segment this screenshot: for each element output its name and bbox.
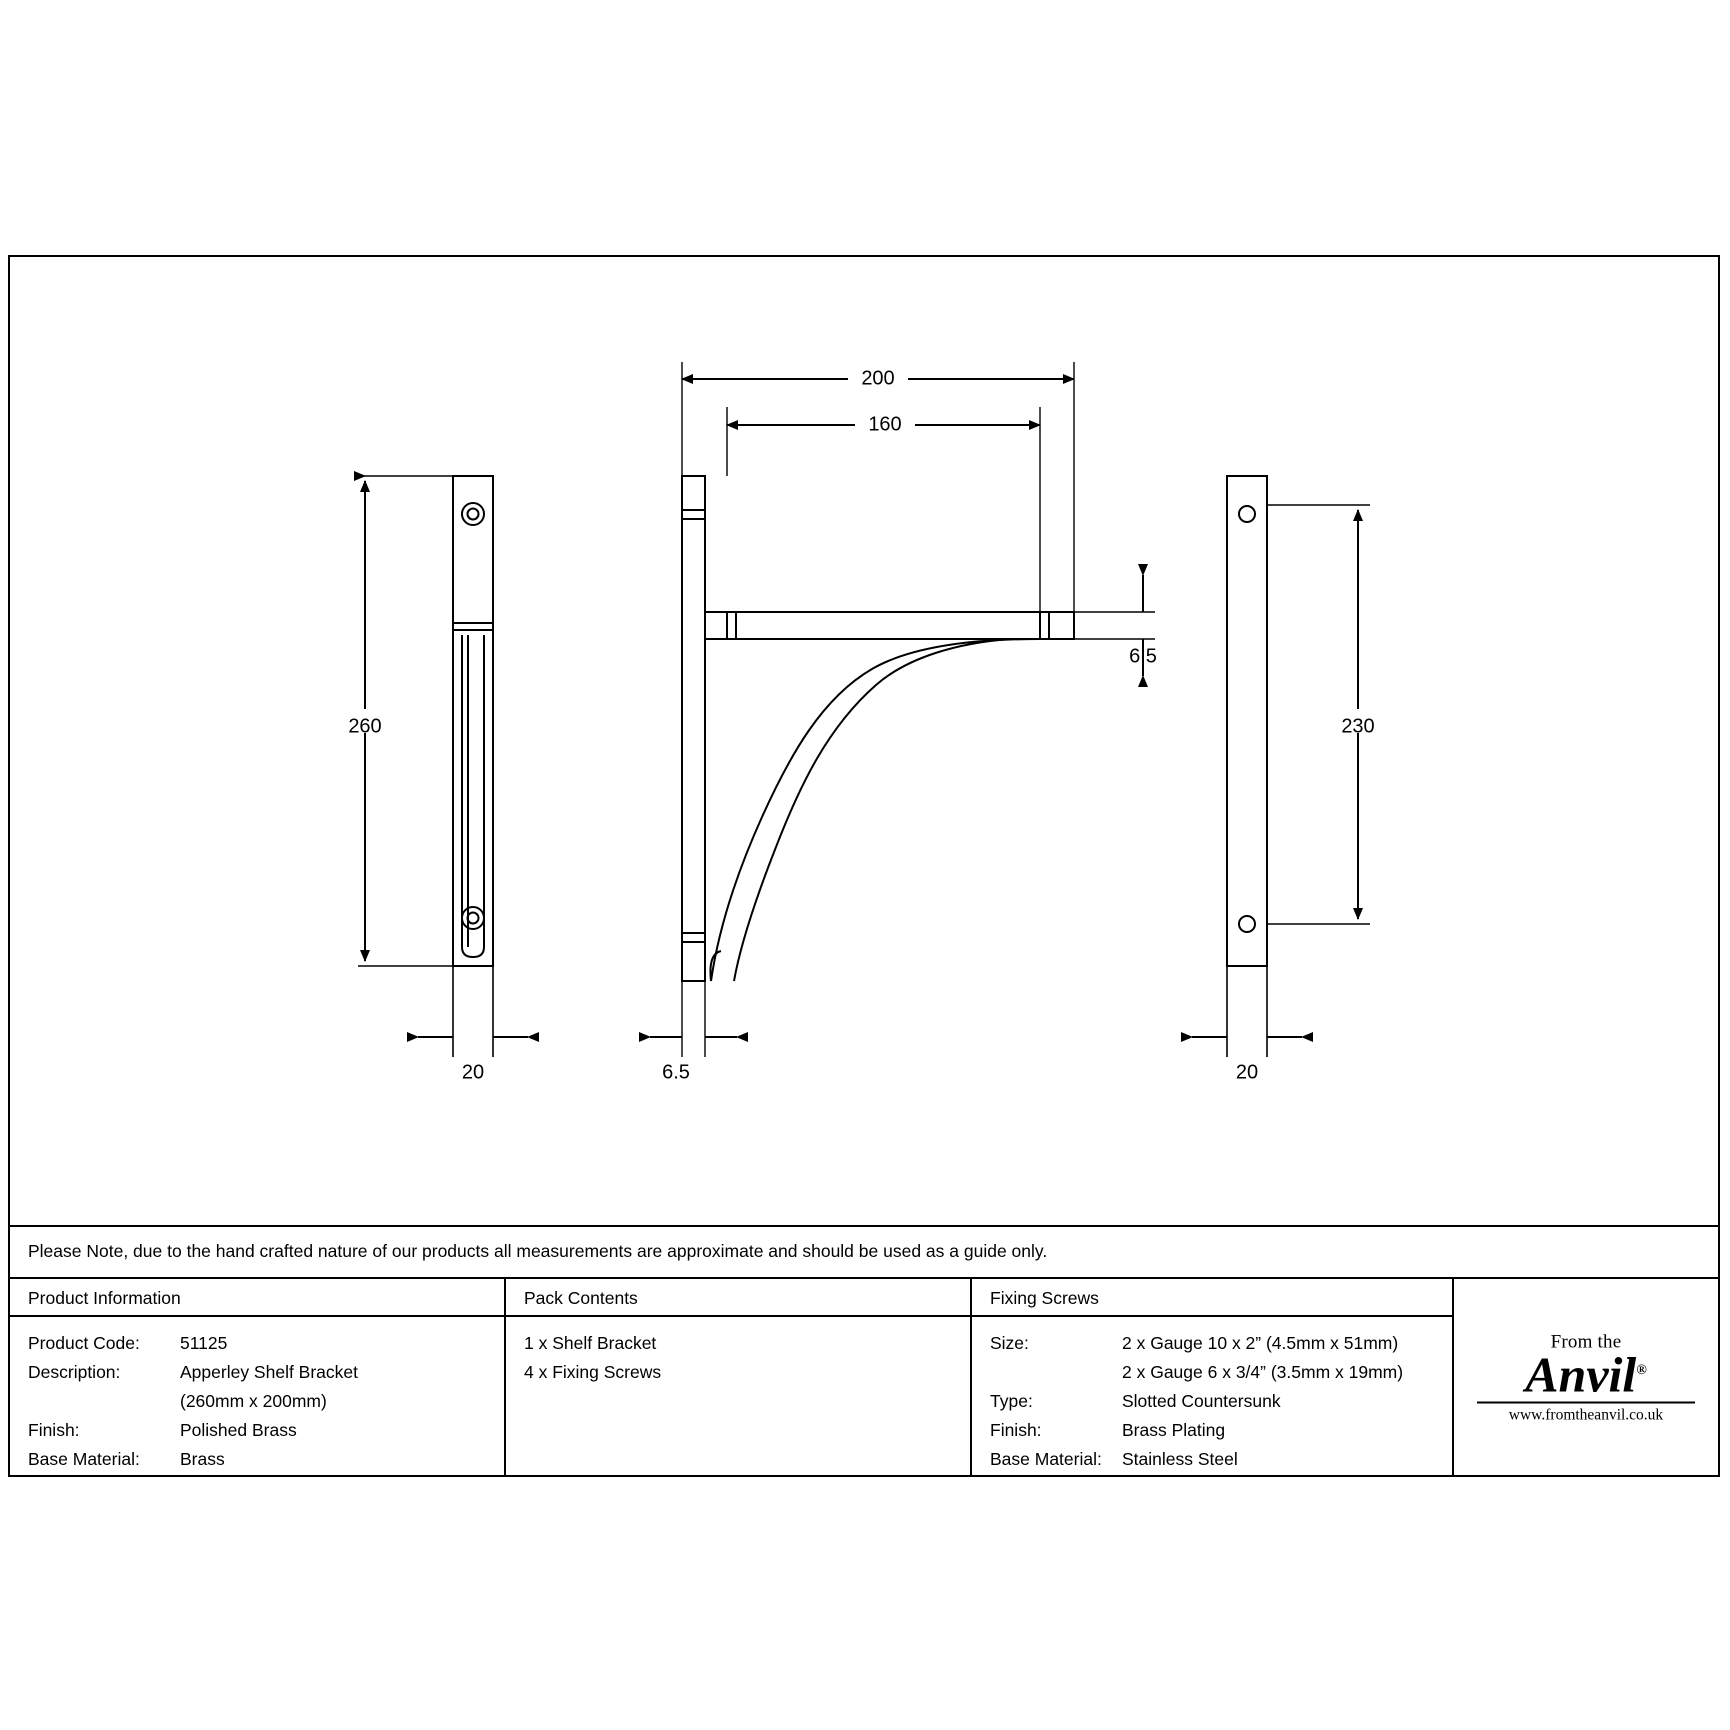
list-item bbox=[506, 1356, 970, 1385]
logo-line2-text: Anvil bbox=[1525, 1346, 1637, 1403]
pack-contents-item-2: 4 x Fixing Screws bbox=[524, 1362, 662, 1382]
product-information-header bbox=[10, 1279, 504, 1317]
list-item bbox=[506, 1327, 970, 1356]
pack-contents-item-1: 1 x Shelf Bracket bbox=[524, 1333, 657, 1353]
screw-type-value: Slotted Countersunk bbox=[1122, 1391, 1281, 1411]
brand-logo-column bbox=[1452, 1279, 1718, 1477]
logo-url: www.fromtheanvil.co.uk bbox=[1508, 1406, 1664, 1424]
pack-contents-header-label: Pack Contents bbox=[524, 1288, 638, 1308]
table-row bbox=[10, 1327, 504, 1356]
from-the-anvil-logo bbox=[1454, 1279, 1718, 1477]
screw-type-key: Type: bbox=[990, 1391, 1033, 1411]
fixing-screws-header-label: Fixing Screws bbox=[990, 1288, 1099, 1308]
screw-finish-key: Finish: bbox=[990, 1420, 1042, 1440]
fixing-screws-header bbox=[972, 1279, 1452, 1317]
product-information-column bbox=[10, 1279, 504, 1477]
dim-260: 260 bbox=[348, 715, 382, 738]
drawing-area bbox=[10, 257, 1718, 1227]
product-code-value: 51125 bbox=[180, 1333, 228, 1353]
logo-registered: ® bbox=[1636, 1362, 1647, 1378]
logo-line1: From the bbox=[1550, 1331, 1622, 1353]
dim-230: 230 bbox=[1341, 715, 1375, 738]
screw-size-value-2: 2 x Gauge 6 x 3/4” (3.5mm x 19mm) bbox=[1122, 1362, 1404, 1382]
dim-200: 200 bbox=[861, 367, 895, 390]
product-code-key: Product Code: bbox=[28, 1333, 140, 1353]
dim-160: 160 bbox=[868, 413, 902, 436]
screw-size-key: Size: bbox=[990, 1333, 1029, 1353]
base-material-key: Base Material: bbox=[28, 1449, 140, 1469]
base-material-value: Brass bbox=[180, 1449, 225, 1469]
table-row bbox=[972, 1385, 1452, 1414]
table-row bbox=[10, 1385, 504, 1414]
table-row bbox=[10, 1414, 504, 1443]
description-size-value: (260mm x 200mm) bbox=[180, 1391, 327, 1411]
spec-table bbox=[10, 1277, 1718, 1477]
pack-contents-column bbox=[504, 1279, 970, 1477]
table-row bbox=[972, 1356, 1452, 1385]
technical-drawing-sheet bbox=[8, 255, 1720, 1477]
screw-finish-value: Brass Plating bbox=[1122, 1420, 1226, 1440]
dim-20-right: 20 bbox=[1235, 1061, 1259, 1084]
pack-contents-header bbox=[506, 1279, 970, 1317]
table-row bbox=[972, 1443, 1452, 1472]
screw-size-value: 2 x Gauge 10 x 2” (4.5mm x 51mm) bbox=[1122, 1333, 1399, 1353]
table-row bbox=[972, 1327, 1452, 1356]
note-text: Please Note, due to the hand crafted nature of our products all measurements are approximate and should be used as a guide only. bbox=[28, 1241, 1048, 1261]
logo-line2 bbox=[1525, 1346, 1647, 1403]
dim-6-5-arm: 6.5 bbox=[1129, 645, 1157, 668]
dim-20-left: 20 bbox=[461, 1061, 485, 1084]
screw-base-material-key: Base Material: bbox=[990, 1449, 1102, 1469]
table-row bbox=[10, 1356, 504, 1385]
table-row bbox=[10, 1443, 504, 1472]
finish-value: Polished Brass bbox=[180, 1420, 297, 1440]
dim-6-5-upright: 6.5 bbox=[662, 1061, 690, 1084]
product-information-header-label: Product Information bbox=[28, 1288, 181, 1308]
screw-base-material-value: Stainless Steel bbox=[1122, 1449, 1238, 1469]
fixing-screws-column bbox=[970, 1279, 1452, 1477]
description-value: Apperley Shelf Bracket bbox=[180, 1362, 359, 1382]
note-row bbox=[10, 1225, 1718, 1277]
table-row bbox=[972, 1414, 1452, 1443]
finish-key: Finish: bbox=[28, 1420, 80, 1440]
description-key: Description: bbox=[28, 1362, 121, 1382]
